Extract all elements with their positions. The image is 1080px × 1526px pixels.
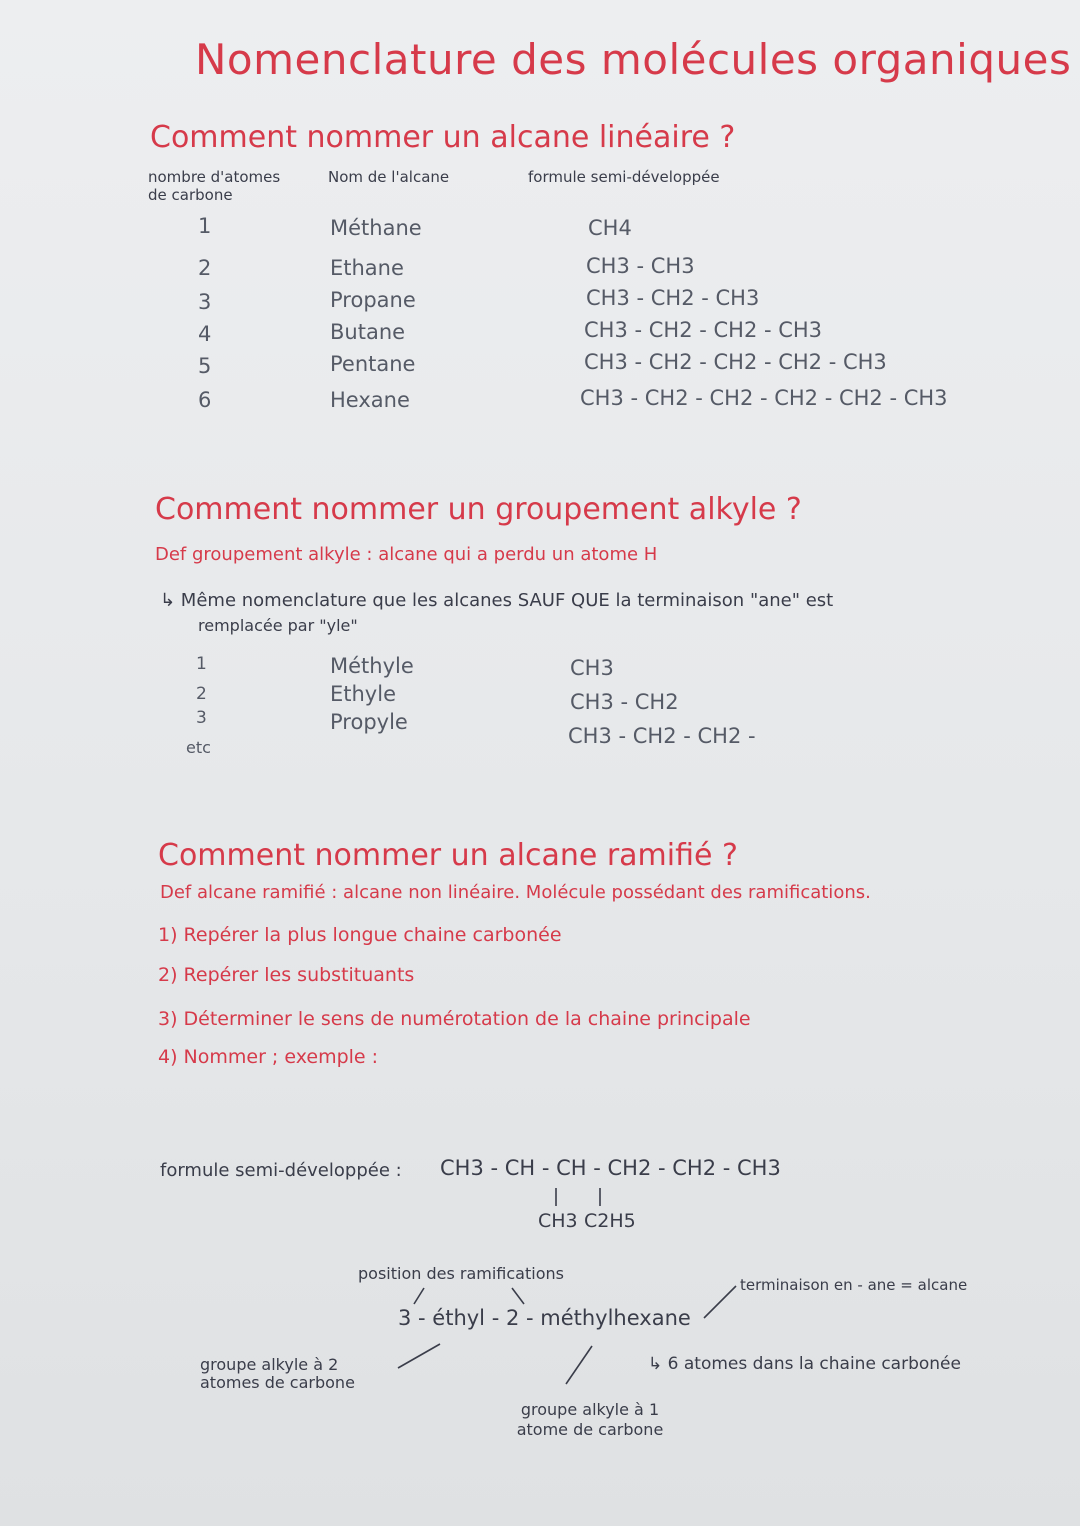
- col-header-alkane-name: Nom de l'alcane: [328, 168, 450, 186]
- arrow-terminaison: [704, 1286, 736, 1318]
- table-row-formula: CH3 - CH2: [570, 690, 679, 714]
- table-row-formula: CH3 - CH2 - CH3: [586, 286, 760, 310]
- annotation-groupe-2-carbons: groupe alkyle à 2 atomes de carbone: [200, 1355, 355, 1392]
- table-row-formula: CH4: [588, 216, 632, 240]
- table-row-etc: etc: [186, 738, 211, 757]
- example-label: formule semi-développée :: [160, 1160, 402, 1181]
- example-branch-methyl: CH3: [538, 1210, 578, 1232]
- section2-heading: Comment nommer un groupement alkyle ?: [155, 492, 802, 527]
- arrow-position-2: [512, 1288, 524, 1304]
- table-row-formula: CH3: [570, 656, 614, 680]
- table-row-formula: CH3 - CH2 - CH2 -: [568, 724, 756, 748]
- table-row-name: Ethane: [330, 256, 404, 280]
- example-main-chain: CH3 - CH - CH - CH2 - CH2 - CH3: [440, 1156, 781, 1180]
- page-title: Nomenclature des molécules organiques: [195, 35, 1072, 84]
- table-row-n: 3: [196, 708, 207, 728]
- table-row-formula: CH3 - CH2 - CH2 - CH2 - CH2 - CH3: [580, 386, 948, 410]
- table-row-name: Hexane: [330, 388, 410, 412]
- table-row-name: Butane: [330, 320, 406, 344]
- table-row-name: Pentane: [330, 352, 416, 376]
- arrow-groupe-2: [398, 1344, 440, 1368]
- table-row-name: Méthane: [330, 216, 422, 240]
- table-row-n: 4: [198, 322, 212, 346]
- col-header-carbon-count: nombre d'atomes de carbone: [148, 168, 281, 204]
- table-row-n: 1: [196, 654, 207, 674]
- step-2: 2) Repérer les substituants: [158, 964, 415, 986]
- table-row-n: 5: [198, 354, 212, 378]
- annotation-position: position des ramifications: [358, 1264, 564, 1283]
- section2-definition: Def groupement alkyle : alcane qui a perdu un atome H: [155, 544, 658, 565]
- table-row-n: 2: [196, 684, 207, 704]
- table-row-n: 1: [198, 214, 212, 238]
- table-row-formula: CH3 - CH2 - CH2 - CH2 - CH3: [584, 350, 887, 374]
- annotation-groupe-1-carbon: groupe alkyle à 1 atome de carbone: [516, 1400, 664, 1439]
- arrow-groupe-1: [566, 1346, 592, 1384]
- table-row-n: 3: [198, 290, 212, 314]
- section3-definition: Def alcane ramifié : alcane non linéaire. Molécule possédant des ramifications.: [160, 882, 871, 903]
- table-row-name: Méthyle: [330, 654, 414, 678]
- table-row-formula: CH3 - CH2 - CH2 - CH3: [584, 318, 823, 342]
- section2-note-line2: remplacée par "yle": [198, 616, 358, 635]
- step-4: 4) Nommer ; exemple :: [158, 1046, 379, 1068]
- arrow-position-3: [414, 1288, 424, 1304]
- step-3: 3) Déterminer le sens de numérotation de la chaine principale: [158, 1008, 751, 1030]
- table-row-n: 6: [198, 388, 212, 412]
- table-row-name: Propyle: [330, 710, 408, 734]
- table-row-n: 2: [198, 256, 212, 280]
- example-molecule-name: 3 - éthyl - 2 - méthylhexane: [398, 1306, 691, 1330]
- table-row-name: Propane: [330, 288, 416, 312]
- annotation-chain-6-atoms: ↳ 6 atomes dans la chaine carbonée: [648, 1354, 961, 1374]
- col-header-formula: formule semi-développée: [528, 168, 720, 186]
- table-row-formula: CH3 - CH3: [586, 254, 695, 278]
- table-row-name: Ethyle: [330, 682, 396, 706]
- section2-note-line1: ↳ Même nomenclature que les alcanes SAUF QUE la terminaison "ane" est: [160, 590, 834, 611]
- section1-heading: Comment nommer un alcane linéaire ?: [150, 120, 736, 155]
- step-1: 1) Repérer la plus longue chaine carbonée: [158, 924, 562, 946]
- annotation-terminaison: terminaison en - ane = alcane: [740, 1276, 968, 1294]
- section3-heading: Comment nommer un alcane ramifié ?: [158, 838, 738, 873]
- example-branch-ethyl: C2H5: [584, 1210, 636, 1232]
